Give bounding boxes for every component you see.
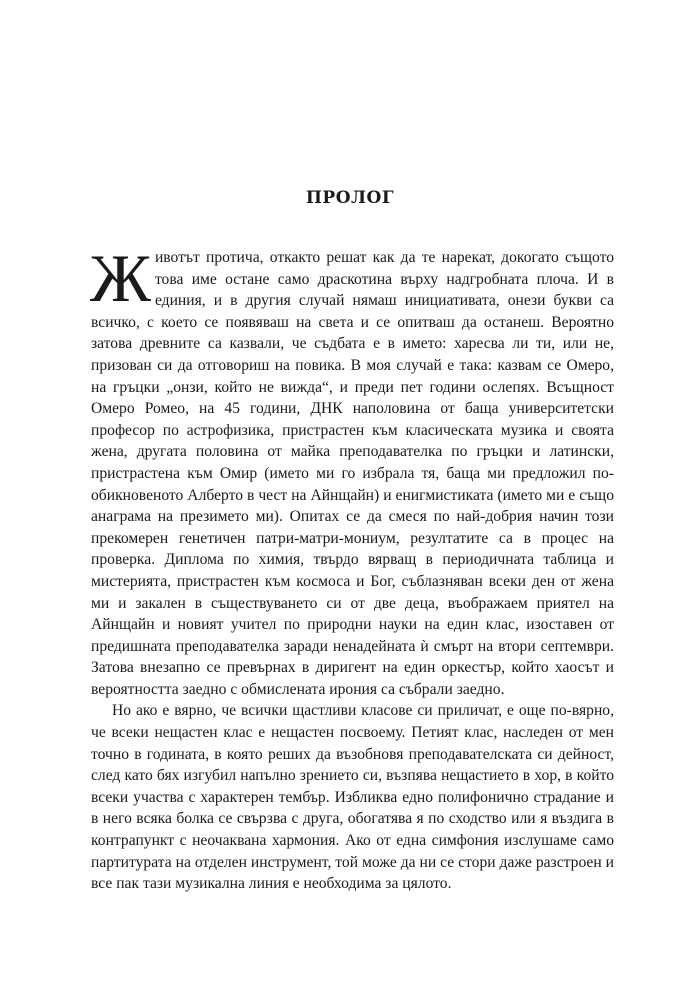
paragraph-1-text: ивотът протича, откакто решат как да те нарекат, докогато същото това име остане само драскотина върху надгробната плоча. И в единия, и в другия случай нямаш инициативата, онези букви са всичко, с което се появяваш на света и се опитваш да останеш. Вероятно затова древните са казвали, че съдбата е в името: харесва ли ти, или не, призован си да отговориш на повика. В моя случай е така: казвам се Омеро, на гръцки „онзи, който не вижда“, и преди пет години ослепях. Всъщност Омеро Ромео, на 45 години, ДНК наполовина от баща университетски професор по астрофизика, пристрастен към класическата музика и своята жена, другата половина от майка преподавателка по гръцки и латински, пристрастена към Омир (името ми го избрала тя, баща ми предложил по-обикновеното Алберто в чест на Айнщайн) и енигмистиката (името ми е също анаграма на презимето ми). Опитах се да смеся по най-добрия начин този прекомерен генетичен патри-матри-мониум, резултатите са в процес на проверка. Диплома по химия, твърдо вярващ в периодичната таблица и мистерията, пристрастен към космоса и Бог, съблазняван всеки ден от жена ми и закален в съществуването си от две деца, въображаем приятел на Айнщайн и новият учител по природни науки на един клас, изоставен от предишната преподавателка заради ненадейната ѝ смърт на втори септември. Затова внезапно се превърнах в диригент на един оркестър, който хаосът и вероятността заедно с обмислената ирония са събрали заедно. xyxy=(91,249,614,698)
chapter-heading: ПРОЛОГ xyxy=(305,188,395,208)
paragraph-2: Но ако е вярно, че всички щастливи класове си приличат, е още по-вярно, че всеки нещастен клас е нещастен посвоему. Петият клас, наследен от мен точно в годината, в която реших да възобновя преподавателската си дейност, след като бях изгубил напълно зрението си, възпява нещастието в хор, в който всеки участва с характерен тембър. Избликва едно полифонично страдание и в него всяка болка се свързва с друга, обогатява я по сходство или я въздига в контрапункт с неочаквана хармония. Ако от една симфония изслушаме само партитурата на отделен инструмент, той може да ни се стори даже разстроен и все пак тази музикална линия е необходима за цялото. xyxy=(91,702,614,893)
paragraph-1 xyxy=(90,240,614,700)
chapter-body xyxy=(90,240,614,895)
drop-cap: Ж xyxy=(90,240,151,316)
